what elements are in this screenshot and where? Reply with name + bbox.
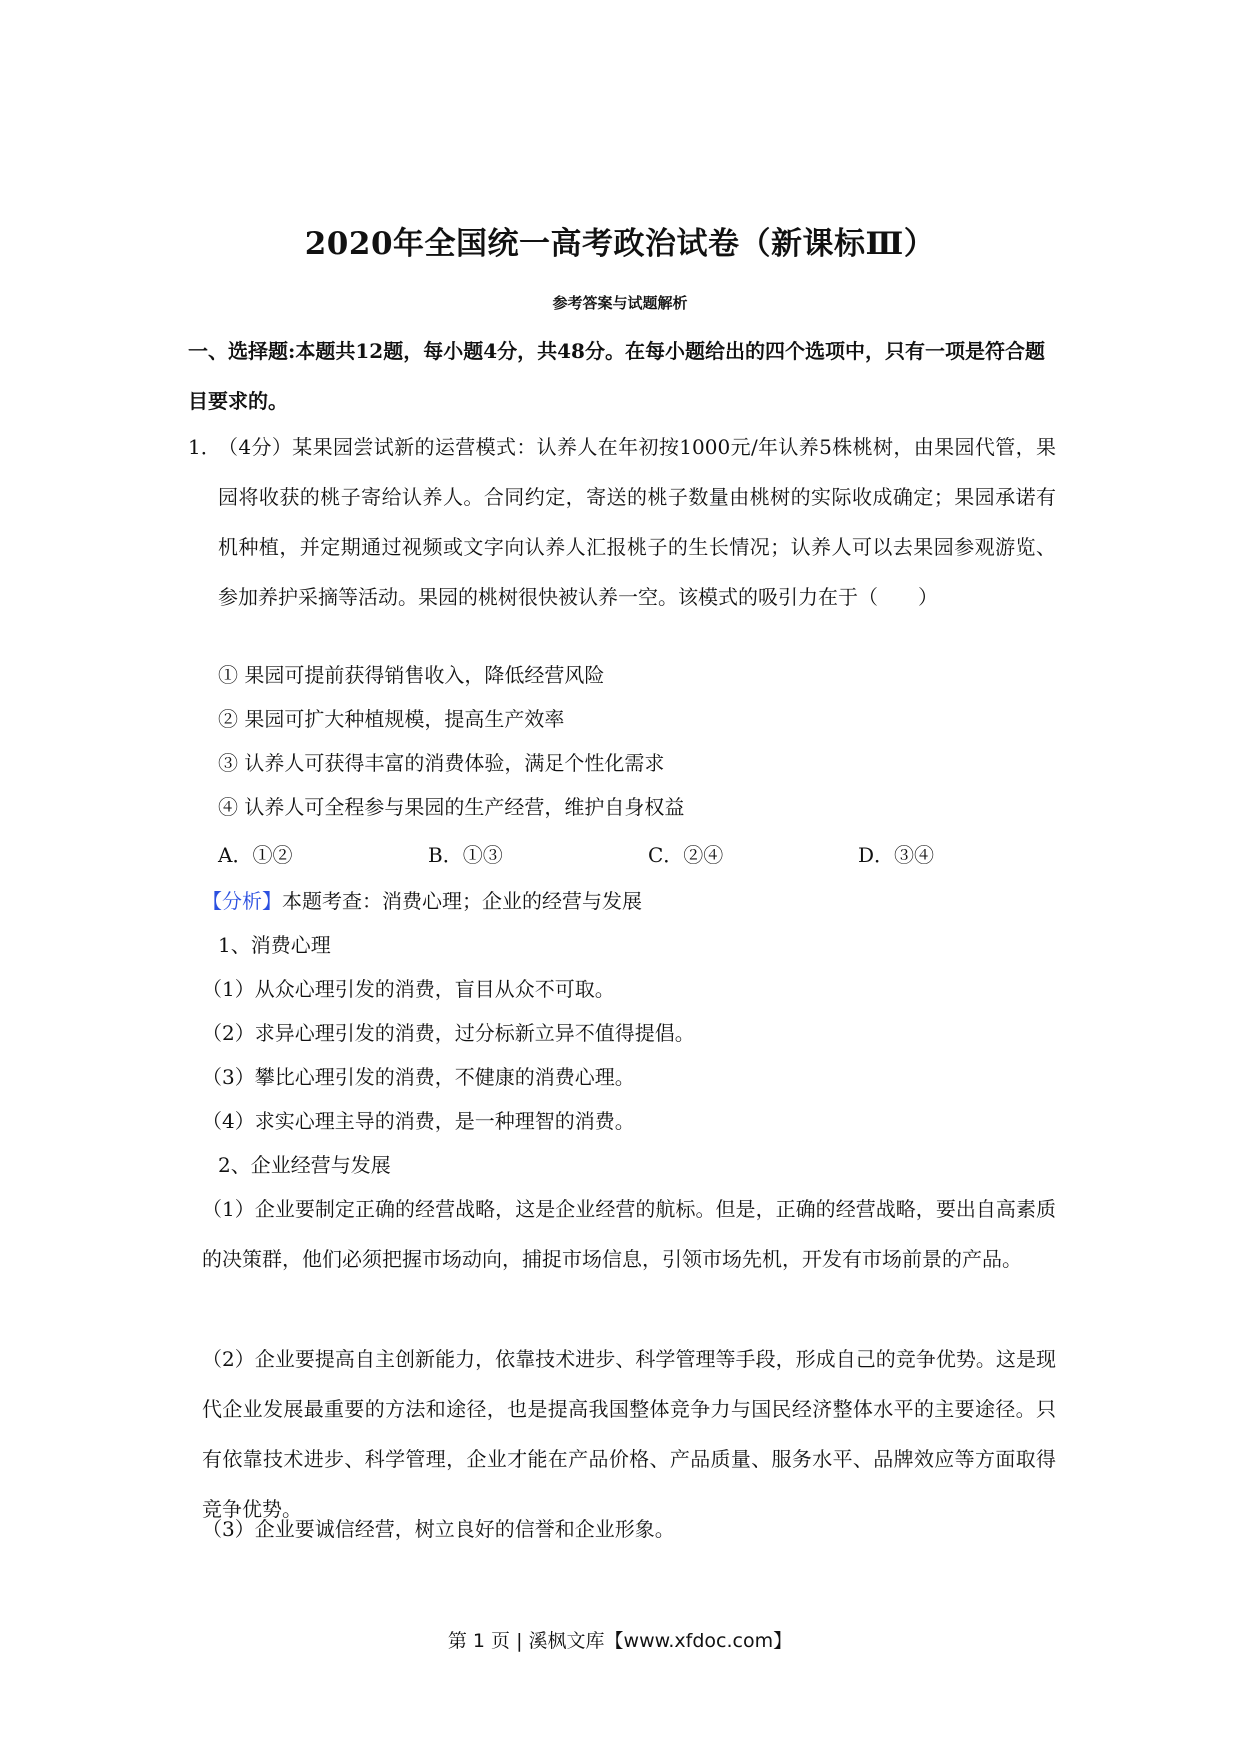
page-title: 2020年全国统一高考政治试卷（新课标Ⅲ） bbox=[304, 226, 936, 262]
analysis-tag: 【分析】 bbox=[202, 889, 282, 913]
analysis-point-1-2: （2）求异心理引发的消费，过分标新立异不值得提倡。 bbox=[202, 1021, 695, 1045]
statement-3: ③ 认养人可获得丰富的消费体验，满足个性化需求 bbox=[218, 751, 665, 775]
analysis-point-2-3: （3）企业要诚信经营，树立良好的信誉和企业形象。 bbox=[202, 1517, 675, 1541]
analysis-heading-2: 2、企业经营与发展 bbox=[218, 1153, 391, 1177]
statement-1: ① 果园可提前获得销售收入，降低经营风险 bbox=[218, 663, 605, 687]
question-number: 1． bbox=[188, 435, 221, 459]
choice-c: C．②④ bbox=[648, 843, 724, 867]
statement-4: ④ 认养人可全程参与果园的生产经营，维护自身权益 bbox=[218, 795, 685, 819]
page-footer: 第 1 页 | 溪枫文库【www.xfdoc.com】 bbox=[447, 1630, 793, 1652]
section-heading: 一、选择题:本题共12题，每小题4分，共48分。在每小题给出的四个选项中，只有一项是符合题目要求的。 bbox=[188, 339, 1045, 413]
statement-2: ② 果园可扩大种植规模，提高生产效率 bbox=[218, 707, 565, 731]
analysis-point-2-1: （1）企业要制定正确的经营战略，这是企业经营的航标。但是，正确的经营战略，要出自高素质的决策群，他们必须把握市场动向，捕捉市场信息，引领市场先机，开发有市场前景的产品。 bbox=[202, 1197, 1056, 1271]
analysis-heading-1: 1、消费心理 bbox=[218, 933, 331, 957]
choice-a: A．①② bbox=[218, 843, 293, 867]
choice-d: D．③④ bbox=[858, 843, 935, 867]
analysis-summary bbox=[202, 886, 642, 916]
question-stem: （4分）某果园尝试新的运营模式：认养人在年初按1000元/年认养5株桃树，由果园代管，果园将收获的桃子寄给认养人。合同约定，寄送的桃子数量由桃树的实际收成确定；果园承诺有机种植，并定期通过视频或文字向认养人汇报桃子的生长情况；认养人可以去果园参观游览、参加养护采摘等活动。果园的桃树很快被认养一空。该模式的吸引力在于（ ） bbox=[218, 435, 1056, 609]
analysis-point-1-4: （4）求实心理主导的消费，是一种理智的消费。 bbox=[202, 1109, 635, 1133]
analysis-text: 本题考查：消费心理；企业的经营与发展 bbox=[282, 889, 642, 913]
page-subtitle: 参考答案与试题解析 bbox=[552, 294, 688, 312]
analysis-point-1-1: （1）从众心理引发的消费，盲目从众不可取。 bbox=[202, 977, 615, 1001]
analysis-point-2-2: （2）企业要提高自主创新能力，依靠技术进步、科学管理等手段，形成自己的竞争优势。这是现代企业发展最重要的方法和途径，也是提高我国整体竞争力与国民经济整体水平的主要途径。只有依靠技术进步、科学管理，企业才能在产品价格、产品质量、服务水平、品牌效应等方面取得竞争优势。 bbox=[202, 1347, 1056, 1521]
choice-b: B．①③ bbox=[428, 843, 503, 867]
analysis-point-1-3: （3）攀比心理引发的消费，不健康的消费心理。 bbox=[202, 1065, 635, 1089]
